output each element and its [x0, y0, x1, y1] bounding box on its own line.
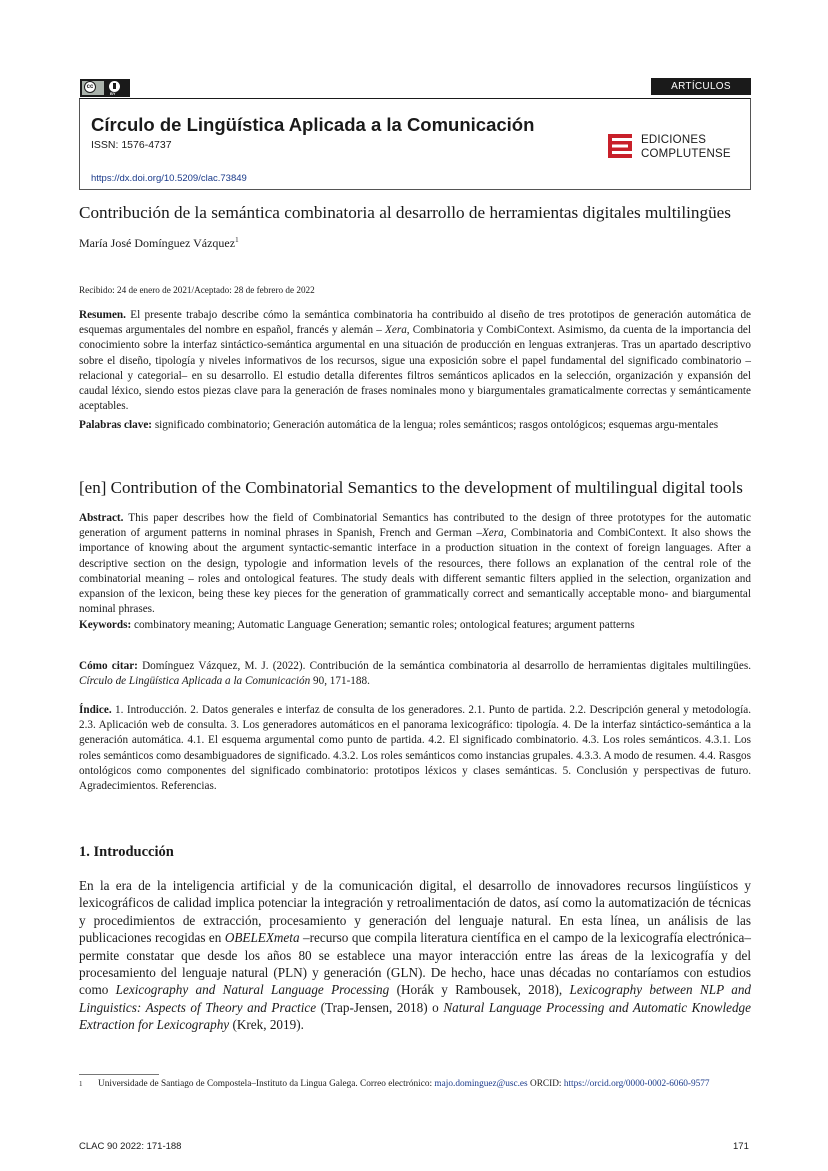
how-to-cite-journal: Círculo de Lingüística Aplicada a la Comunicación: [79, 675, 311, 688]
cc-icon: cc: [84, 81, 96, 93]
keywords-es-text: significado combinatorio; Generación automática de la lengua; roles semánticos; rasgos ontológicos; esquemas argu-mentales: [152, 419, 719, 431]
intro-emphasis-book-3: Natural Language Processing and Automatic Knowledge Extraction for Lexicography: [79, 999, 751, 1033]
author-footnote-mark[interactable]: 1: [235, 236, 239, 244]
footnote-text: Universidade de Santiago de Compostela–Instituto da Lingua Galega. Correo electrónico:: [98, 1079, 435, 1089]
journal-title: Círculo de Lingüística Aplicada a la Comunicación: [91, 114, 535, 135]
abstract-en-emphasis: Xera: [481, 527, 504, 540]
ediciones-complutense-logo-icon: [608, 134, 632, 158]
received-accepted-dates: Recibido: 24 de enero de 2021/Aceptado: 28 de febrero de 2022: [79, 285, 315, 295]
abstract-en-label: Abstract.: [79, 512, 124, 524]
index-label: Índice.: [79, 704, 112, 716]
cc-license-badge[interactable]: [80, 79, 130, 97]
doi-link[interactable]: https://dx.doi.org/10.5209/clac.73849: [91, 173, 247, 184]
intro-emphasis-book-2: Lexicography between NLP and Linguistics: Aspects of Theory and Practice: [79, 982, 752, 1015]
section-heading-introduction: 1. Introducción: [79, 844, 174, 860]
publisher-name-line1: EDICIONES: [641, 134, 707, 146]
abstract-es-emphasis: Xera: [385, 324, 407, 337]
abstract-es-label: Resumen.: [79, 309, 126, 321]
keywords-en-label: Keywords:: [79, 619, 132, 631]
abstract-es-text-cont: , Combinatoria y CombiContext. Asimismo, da cuenta de la importancia del conocimiento sobre la interfaz sintáctico-semántica argumental en una situación de producción en lenguas extranjeras. Tras un apartado descriptivo sobre el diseño, tipología y niveles informativos de los recursos, sigue una exposición sobre el papel fundamental del significado combinatorio –relacional y categorial– en su desarrollo. El estudio detalla diferentes filtros semánticos aplicados en la selección, organización y expansión del caudal léxico, siendo estos piezas clave para la generación de frases nominales mono y biargumentales gramaticalmente correctas y semánticamente aceptables.: [79, 324, 751, 413]
article-title-en: [en] Contribution of the Combinatorial Semantics to the development of multilingual digital tools: [79, 478, 743, 497]
intro-emphasis-book-1: Lexicography and Natural Language Processing: [115, 982, 390, 998]
publisher-name-line2: COMPLUTENSE: [641, 148, 731, 160]
publisher-name: [641, 133, 731, 161]
page-footer-citation: CLAC 90 2022: 171-188: [79, 1141, 182, 1152]
author-name: María José Domínguez Vázquez: [79, 236, 236, 250]
how-to-cite: [79, 659, 751, 689]
intro-text-1: En la era de la inteligencia artificial y de la comunicación digital, el desarrollo de innovadores recursos lingüísticos y lexicográficos de calidad implica potenciar la integración y retroalimentación de datos, así como la automatización de técnicas y procedimientos de extracción, procesamiento y generación del lenguaje natural. En esta línea, un análisis de las publicaciones recogidas en: [79, 878, 751, 946]
author-line: [79, 236, 239, 251]
section-label: ARTÍCULOS: [651, 78, 751, 95]
author-email-link[interactable]: majo.dominguez@usc.es: [434, 1079, 528, 1089]
abstract-es-text: El presente trabajo describe cómo la semántica combinatoria ha contribuido al diseño de tres prototipos de generación automática de esquemas argumentales del nombre en español, francés y alemán –: [79, 309, 751, 337]
page-number: 171: [733, 1141, 749, 1152]
journal-issn: ISSN: 1576-4737: [91, 139, 172, 151]
abstract-en-text-cont: , Combinatoria and CombiContext. It also shows the importance of knowing about the argument syntactic-semantic interface in a production situation in the context of foreign languages. After a descriptive section on the design, typologie and information levels of the resources, there follows an explanation of the central role of the combinatorial meaning – roles and ontological features. The study deals with different semantic filters applied in the selection, organization and expansion of the lexicon, being these key pieces for the generation of grammatically correct and semantically acceptable mono- and biargumental nominal phrases.: [79, 527, 752, 616]
keywords-en: [79, 618, 751, 633]
keywords-en-text: combinatory meaning; Automatic Language Generation; semantic roles; ontological features; argument patterns: [131, 619, 635, 631]
footnote: [79, 1078, 751, 1091]
keywords-es: [79, 418, 751, 433]
article-title: Contribución de la semántica combinatoria al desarrollo de herramientas digitales multilingües: [79, 203, 731, 222]
index-text: 1. Introducción. 2. Datos generales e interfaz de consulta de los generadores. 2.1. Punto de partida. 2.2. Descripción general y metodología. 2.3. Aplicación web de consulta. 3. Los generadores automáticos en el panorama lexicográfico: tipología. 4. De la interfaz sintáctico-semántica a la generación automática. 4.1. El esquema argumental como punto de partida. 4.2. El significado combinatorio. 4.3. Los roles semánticos. 4.3.1. Los roles semánticos como desambiguadores de significado. 4.3.2. Los roles semánticos como instancias grupales. 4.3.3. A modo de resumen. 4.4. Rasgos ontológicos como componentes del significado combinatorio: prototipos léxicos y clases semánticas. 5. Conclusión y perspectivas de futuro. Agradecimientos. Referencias.: [79, 704, 751, 793]
how-to-cite-tail: 90, 171-188.: [310, 675, 370, 688]
orcid-label: ORCID:: [527, 1079, 564, 1089]
footnote-divider: [79, 1074, 159, 1075]
how-to-cite-label: Cómo citar:: [79, 660, 138, 672]
intro-text-2: –recurso que compila literatura científica en el campo de la lexicografía electrónica– permite constatar que desde los años 80 se establece una mayor interacción entre las áreas de la lexicografía y del procesamiento del lenguaje natural (PLN) y generación (GLN). De hecho, hace unas décadas no contaríamos con estudios como: [79, 930, 751, 998]
keywords-es-label: Palabras clave:: [79, 419, 153, 431]
abstract-es: [79, 308, 751, 414]
abstract-en-text: This paper describes how the field of Combinatorial Semantics has contributed to the design of three prototypes for the automatic generation of argument patterns in nominal phrases in Spanish, French and German –: [79, 512, 751, 540]
introduction-paragraph: [79, 877, 751, 1034]
footnote-body: [98, 1078, 751, 1091]
by-label: BY: [110, 91, 116, 96]
intro-text-5: (Krek, 2019).: [229, 1017, 304, 1033]
intro-text-4: (Trap-Jensen, 2018) o: [316, 999, 444, 1015]
abstract-en: [79, 511, 751, 617]
orcid-link[interactable]: https://orcid.org/0000-0002-6060-9577: [563, 1079, 710, 1089]
intro-text-3: (Horák y Rambousek, 2018),: [389, 982, 570, 998]
table-of-contents: [79, 703, 751, 794]
intro-emphasis-obelexmeta: OBELEXmeta: [224, 930, 300, 946]
how-to-cite-text: Domínguez Vázquez, M. J. (2022). Contribución de la semántica combinatoria al desarrollo de herramientas digitales multilingües.: [137, 660, 751, 672]
footnote-mark: 1: [79, 1080, 83, 1088]
